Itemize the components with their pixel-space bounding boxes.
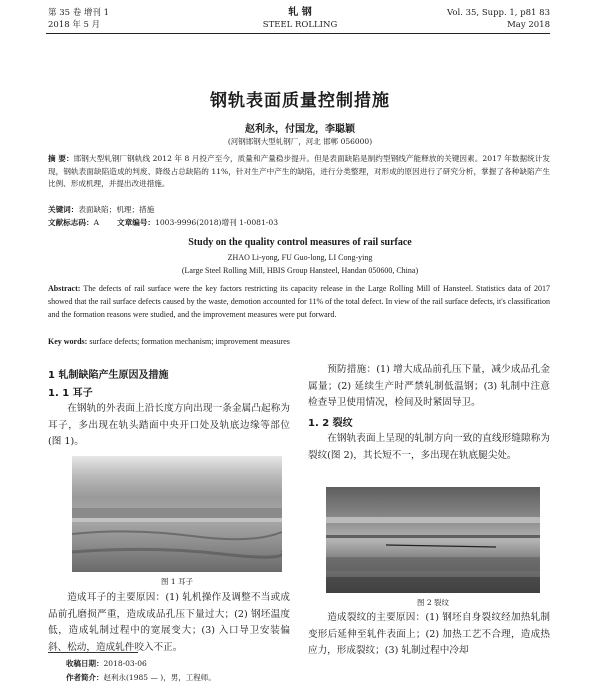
figure-2-caption: 图 2 裂纹 <box>416 598 450 607</box>
right-para-2: 在钢轨表面上呈现的轧制方向一致的直线形缝隙称为裂纹(图 2)，其长短不一，多出现在轨底腿尖处。 <box>308 433 550 461</box>
left-para-1: 在钢轨的外表面上沿长度方向出现一条金属凸起称为耳子，多出现在轨头踏面中央开口处及轨底边缘等部位(图 1)。 <box>48 403 290 447</box>
bio-label: 作者简介： <box>66 673 104 682</box>
received-date <box>66 658 147 669</box>
keywords-en-label: Key words: <box>48 337 88 346</box>
abstract-cn-label: 摘 要： <box>48 154 74 163</box>
author-bio <box>66 672 216 683</box>
title-en: Study on the quality control measures of rail surface <box>188 237 412 248</box>
authors-en: ZHAO Li-yong, FU Guo-long, LI Cong-ying <box>227 253 373 262</box>
journal-name-en: STEEL ROLLING <box>262 20 338 30</box>
figure-1-caption: 图 1 耳子 <box>160 577 194 586</box>
journal-volume: 第 35 卷 增刊 1 <box>48 8 110 18</box>
right-para-3: 造成裂纹的主要原因：(1) 钢坯自身裂纹经加热轧制变形后延伸至轧件表面上；(2) 加热工艺不合理，造成热应力，形成裂纹；(3) 轧制过程中冷却 <box>308 612 550 656</box>
keywords-en-text: surface defects; formation mechanism; improvement measures <box>89 337 290 346</box>
figure-2-crack-image <box>326 487 540 593</box>
keywords-cn-text: 表面缺陷；机理；措施 <box>78 205 155 214</box>
abstract-en <box>48 282 550 321</box>
page-title: 钢轨表面质量控制措施 <box>210 91 390 111</box>
footnote-rule <box>48 652 138 653</box>
right-para-1: 预防措施：(1) 增大成品前孔压下量，减少成品孔金属量；(2) 延续生产时严禁轧制低温钢；(3) 轧制中注意检查导卫使用情况，检间及时紧固导卫。 <box>308 364 550 408</box>
received-label: 收稿日期： <box>66 659 104 668</box>
affiliation-en: (Large Steel Rolling Mill, HBIS Group Hansteel, Handan 050600, China) <box>181 266 419 275</box>
journal-date-en: May 2018 <box>507 20 550 30</box>
bio-value: 赵利永(1985 — )，男，工程师。 <box>103 673 216 682</box>
subsection-1-1-heading: 1. 1 耳子 <box>48 388 93 399</box>
affiliation-cn: (河钢邯钢大型轧钢厂，河北 邯郸 056000) <box>227 137 373 146</box>
figure-1-ear-defect-image <box>72 456 282 572</box>
keywords-en <box>48 337 290 346</box>
article-no-label: 文章编号： <box>117 218 156 227</box>
abstract-cn <box>48 153 550 191</box>
left-para-2: 造成耳子的主要原因：(1) 轧机操作及调整不当或成品前孔磨损严重，造成成品孔压下量过大；(2) 钢坯温度低，造成轧制过程中的宽展变大；(3) 入口导卫安装偏斜、松动，造成轧件咬入不正。 <box>48 592 290 653</box>
abstract-en-text: The defects of rail surface were the key factors restricting its capacity release in the Large Rolling Mill of Hansteel. Statistics data of 2017 showed that the rail surface defects caused by the waste, demotion accounted for 11% of the total defect. In view of the rail surface defects, it's classification and the formation reasons were studied, and the improvement measures were put forward. <box>48 284 551 319</box>
received-value: 2018-03-06 <box>103 659 147 668</box>
journal-volume-en: Vol. 35, Supp. 1, p81 83 <box>447 8 550 18</box>
abstract-cn-text: 邯钢大型轧钢厂钢轨线 2012 年 8 月投产至今，质量和产量稳步提升。但是表面缺陷是制约型钢线产能释放的关键因素。2017 年数据统计发现，钢轨表面缺陷造成的判废、降级占总缺陷的 11%，针对生产中产生的缺陷，进行分类整理，对形成的原因进行了研究分析，掌握了各种缺陷产生比例、形成机理，并提出改进措施。 <box>48 154 550 188</box>
abstract-en-label: Abstract: <box>48 284 81 293</box>
journal-date: 2018 年 5 月 <box>48 20 101 30</box>
doc-code-value: A <box>93 218 100 227</box>
keywords-cn-label: 关键词： <box>48 205 79 214</box>
authors-cn: 赵利永，付国龙，李聪颖 <box>245 124 355 135</box>
section-1-heading: 1 轧制缺陷产生原因及措施 <box>48 370 169 381</box>
header-rule <box>46 33 550 34</box>
doc-code-label: 文献标志码： <box>48 218 94 227</box>
journal-name-cn: 轧 钢 <box>288 7 312 18</box>
keywords-cn <box>48 204 154 215</box>
classification-line <box>48 217 278 228</box>
subsection-1-2-heading: 1. 2 裂纹 <box>308 418 353 429</box>
article-no-value: 1003-9996(2018)增刊 1-0081-03 <box>155 218 279 227</box>
